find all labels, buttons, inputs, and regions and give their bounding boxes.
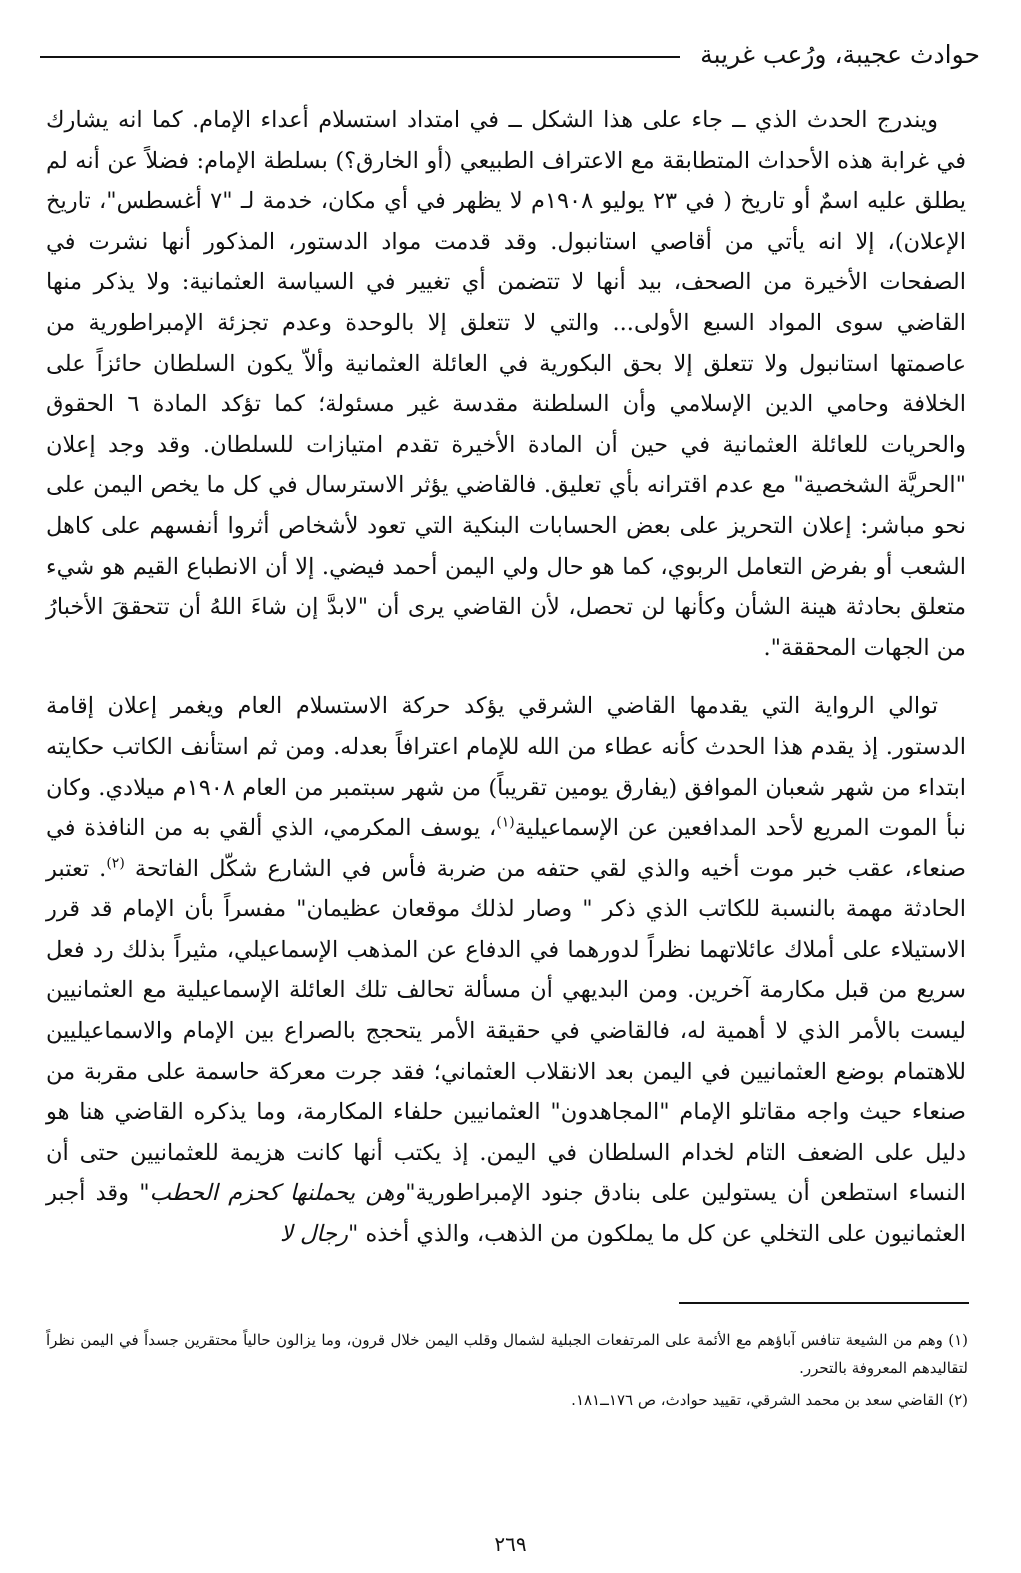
paragraph-2-text-d: " وقد أجبر العثمانيون على التخلي عن كل ما يملكون من الذهب، والذي أخذه "	[46, 1180, 966, 1248]
paragraph-2-quote-italic-1: وهن يحملنها كحزم الحطب	[149, 1180, 406, 1207]
footnotes	[46, 1326, 968, 1418]
paragraph-2-text-a: توالي الرواية التي يقدمها القاضي الشرقي يؤكد حركة الاستسلام العام ويغمر إعلان إقامة الدستور. إذ يقدم هذا الحدث كأنه عطاء من الله للإمام اعترافاً بعدله. ومن ثم استأنف الكاتب حكايته ابتداء من شهر شعبان الموافق (يفارق يومين تقريباً) من شهر سبتمبر من العام ١٩٠٨م ميلادي. وكان نبأ الموت المريع لأحد المدافعين عن الإسماعيلية	[46, 693, 966, 842]
paragraph-2	[46, 686, 966, 1254]
paragraph-2-text-b: ، يوسف المكرمي، الذي ألقي به من النافذة في صنعاء، عقب خبر موت أخيه والذي لقي حتفه من ضربة فأس في الشارع شكّل الفاتحة	[46, 815, 966, 882]
footnote-1: (١) وهم من الشيعة تنافس آباؤهم مع الأئمة على المرتفعات الجبلية لشمال وقلب اليمن خلال قرون، وما يزالون حالياً محتقرين جسداً في اليمن نظراً لتقاليدهم المعروفة بالتحرر.	[46, 1331, 968, 1377]
footnote-separator	[679, 1302, 969, 1304]
header-rule	[40, 56, 680, 58]
footnote-ref-2: (٢)	[106, 855, 125, 872]
paragraph-2-text-c: . تعتبر الحادثة مهمة بالنسبة للكاتب الذي ذكر " وصار لذلك موقعان عظيمان" مفسراً بأن الإمام قد قرر الاستيلاء على أملاك عائلاتهما نظراً لدورهما في الدفاع عن المذهب الإسماعيلي، مثيراً بذلك رد فعل سريع من قبل مكارمة آخرين. ومن البديهي أن مسألة تحالف تلك العائلة الإسماعيلية مع العثمانيين ليست بالأمر الذي لا أهمية له، فالقاضي في حقيقة الأمر يتحجج بالصراع بين الإمام والاسماعيليين للاهتمام بوضع العثمانيين في اليمن بعد الانقلاب العثماني؛ فقد جرت معركة حاسمة على مقربة من صنعاء حيث واجه مقاتلو الإمام "المجاهدون" العثمانيين حلفاء المكارمة، وما يذكره القاضي هنا هو دليل على الضعف التام لخدام السلطان في اليمن. إذ يكتب أنها كانت هزيمة للعثمانيين حتى أن النساء استطعن أن يستولين على بنادق جنود الإمبراطورية"	[46, 855, 966, 1207]
footnote-ref-1: (١)	[496, 814, 515, 831]
running-header	[40, 34, 980, 74]
running-header-title: حوادث عجيبة، ورُعب غريبة	[700, 39, 980, 69]
paragraph-2-quote-italic-2: رجال لا	[279, 1221, 348, 1248]
paragraph-1: ويندرج الحدث الذي ــ جاء على هذا الشكل ــ في امتداد استسلام أعداء الإمام. كما انه يشارك في غرابة هذه الأحداث المتطابقة مع الاعتراف الطبيعي (أو الخارق؟) بسلطة الإمام: فضلاً عن أنه لم يطلق عليه اسمٌ أو تاريخ ( في ٢٣ يوليو ١٩٠٨م لا يظهر في أي مكان، خدمة لـ "٧ أغسطس"، تاريخ الإعلان)، إلا انه يأتي من أقاصي استانبول. وقد قدمت مواد الدستور، المذكور أنها نشرت في الصفحات الأخيرة من الصحف، بيد أنها لا تتضمن أي تغيير في السياسة العثمانية: ولا يذكر منها القاضي سوى المواد السبع الأولى... والتي لا تتعلق إلا بالوحدة وعدم تجزئة الإمبراطورية من عاصمتها استانبول ولا تتعلق إلا بحق البكورية في العائلة العثمانية وألاّ يكون السلطان حائزاً على الخلافة وحامي الدين الإسلامي وأن السلطنة مقدسة غير مسئولة؛ كما تؤكد المادة ٦ الحقوق والحريات للعائلة العثمانية في حين أن المادة الأخيرة تقدم امتيازات للسلطان. وقد وجد إعلان "الحريَّة الشخصية" مع عدم اقترانه بأي تعليق. فالقاضي يؤثر الاسترسال في كل ما يخص اليمن على نحو مباشر: إعلان التحريز على بعض الحسابات البنكية التي تعود لأشخاص أثروا أنفسهم على كاهل الشعب أو بفرض التعامل الربوي، كما هو حال ولي اليمن أحمد فيضي. إلا أن الانطباع القيم هو شيء متعلق بحادثة هينة الشأن وكأنها لن تحصل، لأن القاضي يرى أن "لابدَّ إن شاءَ اللهُ أن تتحققَ الأخبارُ من الجهات المحققة".	[46, 107, 967, 661]
footnote-2: (٢) القاضي سعد بن محمد الشرقي، تقييد حوادث، ص ١٧٦ــ١٨١.	[571, 1391, 968, 1409]
main-text	[46, 100, 966, 1255]
page-number: ٢٦٩	[494, 1532, 527, 1556]
